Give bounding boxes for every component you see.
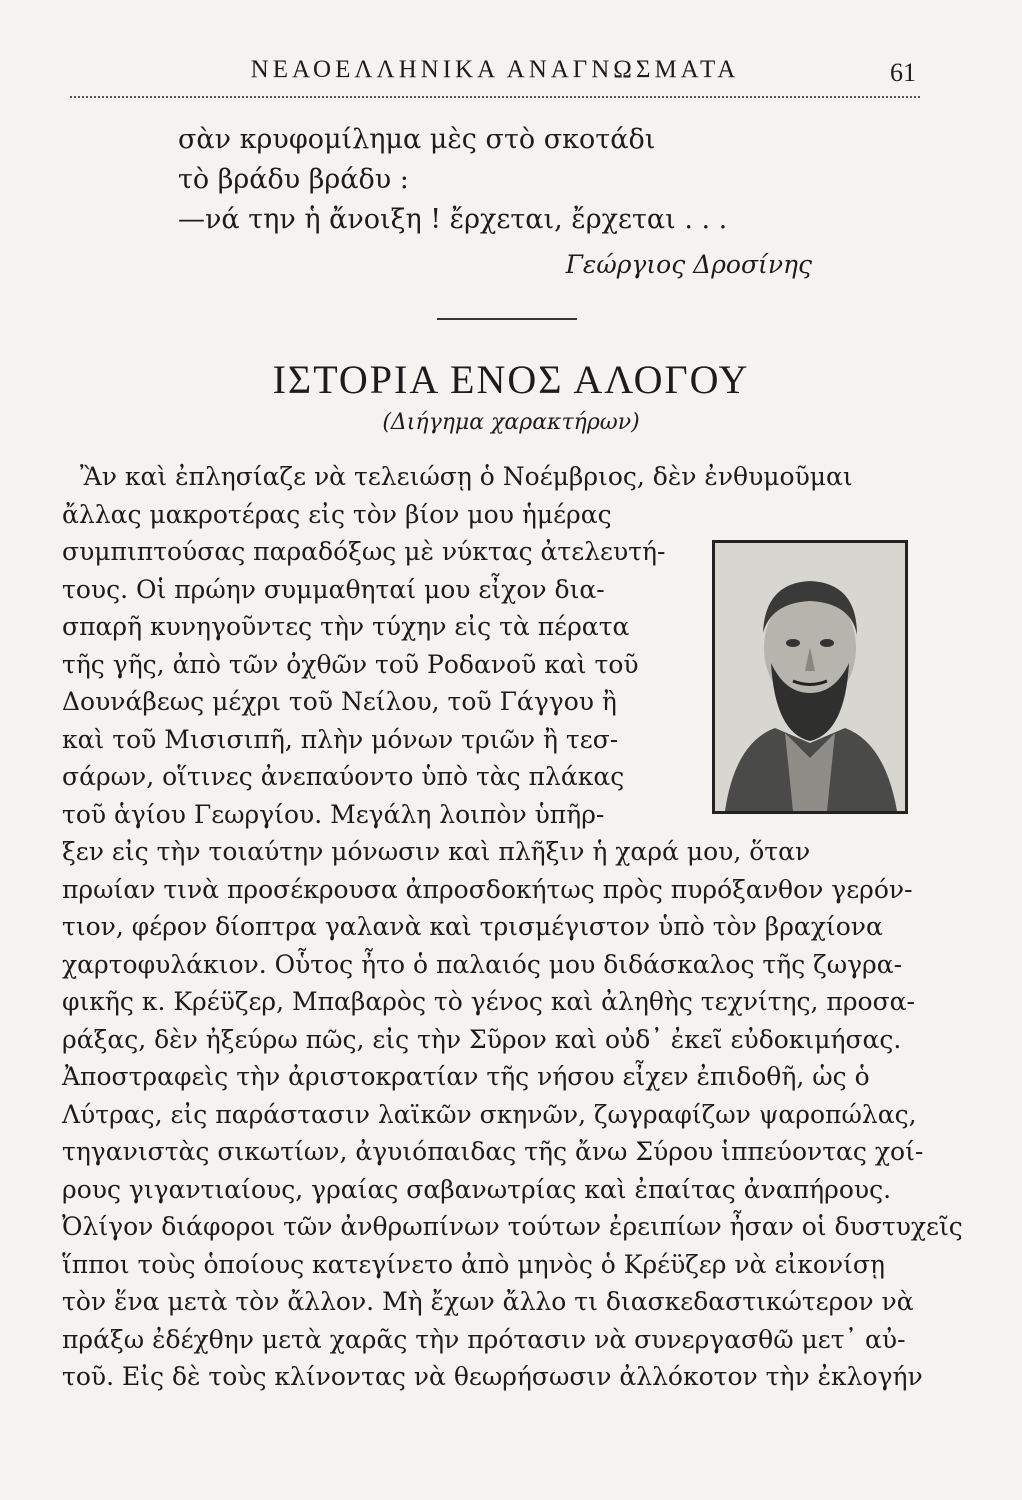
body-line: φικῆς κ. Κρέϋζερ, Μπαβαρὸς τὸ γένος καὶ ἀληθὴς τεχνίτης, προσα- [62,987,916,1016]
running-head-title: ΝΕΑΟΕΛΛΗΝΙΚΑ ΑΝΑΓΝΩΣΜΑΤΑ [250,56,740,83]
body-line: τιον, φέρον δίοπτρα γαλανὰ καὶ τρισμέγιστον ὑπὸ τὸν βραχίονα [62,912,883,941]
body-line: Ὀλίγον διάφοροι τῶν ἀνθρωπίνων τούτων ἐρειπίων ἦσαν οἱ δυστυχεῖς [62,1212,963,1241]
body-line: τοῦ ἁγίου Γεωργίου. Μεγάλη λοιπὸν ὑπῆρ- [62,799,605,829]
body-line: Λύτρας, εἰς παράστασιν λαϊκῶν σκηνῶν, ζωγραφίζων ψαροπώλας, [62,1099,917,1129]
author-portrait [712,540,908,814]
body-line: σπαρῆ κυνηγοῦντες τὴν τύχην εἰς τὰ πέρατα [62,612,630,641]
body-line: πράξω ἐδέχθην μετὰ χαρᾶς τὴν πρότασιν νὰ συνεργασθῶ μετ᾽ αὐ- [62,1324,906,1354]
running-head [70,52,920,98]
story-subtitle: (Διήγημα χαρακτήρων) [382,410,640,435]
story-title: ΙΣΤΟΡΙΑ ΕΝΟΣ ΑΛΟΓΟΥ [272,357,750,402]
poem-author: Γεώργιος Δροσίνης [565,250,812,279]
body-line: ξεν εἰς τὴν τοιαύτην μόνωσιν καὶ πλῆξιν ἡ χαρά μου, ὅταν [62,837,811,866]
body-line: τους. Οἱ πρώην συμμαθηταί μου εἶχον δια- [62,574,605,604]
poem-line: σὰν κρυφομίλημα μὲς στὸ σκοτάδι [178,124,656,155]
page-number: 61 [890,58,916,87]
body-line: ἵπποι τοὺς ὁποίους κατεγίνετο ἀπὸ μηνὸς ὁ Κρέϋζερ νὰ εἰκονίσῃ [62,1249,885,1279]
poem-line: τὸ βράδυ βράδυ : [178,164,409,195]
body-line: πρωίαν τινὰ προσέκρουσα ἀπροσδοκήτως πρὸς πυρόξανθον γερόν- [62,874,913,904]
body-line: Δουνάβεως μέχρι τοῦ Νείλου, τοῦ Γάγγου ἢ [62,687,617,716]
body-line: χαρτοφυλάκιον. Οὗτος ἦτο ὁ παλαιός μου διδάσκαλος τῆς ζωγρα- [62,949,903,979]
body-line: Ἂν καὶ ἐπλησίαζε νὰ τελειώσῃ ὁ Νοέμβριος, δὲν ἐνθυμοῦμαι [80,462,853,491]
section-divider [437,318,577,320]
body-line: συμπιπτούσας παραδόξως μὲ νύκτας ἀτελευτή- [62,537,666,566]
body-line: τὸν ἕνα μετὰ τὸν ἄλλον. Μὴ ἔχων ἄλλο τι διασκεδαστικώτερον νὰ [62,1287,914,1316]
poem-fragment [178,120,727,240]
body-line: τῆς γῆς, ἀπὸ τῶν ὀχθῶν τοῦ Ροδανοῦ καὶ τοῦ [62,649,639,679]
body-line: τηγανιστὰς σικωτίων, ἀγυιόπαιδας τῆς ἄνω Σύρου ἱππεύοντας χοί- [62,1137,924,1166]
poem-line: —νά την ἡ ἄνοιξη ! ἔρχεται, ἔρχεται . . . [178,204,728,235]
body-line: Ἀποστραφεὶς τὴν ἀριστοκρατίαν τῆς νήσου εἶχεν ἐπιδοθῆ, ὡς ὁ [62,1062,870,1091]
body-line: ἄλλας μακροτέρας εἰς τὸν βίον μου ἡμέρας [62,499,612,529]
body-line: καὶ τοῦ Μισισιπῆ, πλὴν μόνων τριῶν ἢ τεσ- [62,724,619,754]
body-line: τοῦ. Εἰς δὲ τοὺς κλίνοντας νὰ θεωρήσωσιν ἀλλόκοτον τὴν ἐκλογήν [62,1362,923,1391]
portrait-illustration [715,543,905,811]
body-line: ράξας, δὲν ἠξεύρω πῶς, εἰς τὴν Σῦρον καὶ οὐδ᾽ ἐκεῖ εὐδοκιμήσας. [62,1024,902,1054]
body-line: ρους γιγαντιαίους, γραίας σαβανωτρίας καὶ ἐπαίτας ἀναπήρους. [62,1174,892,1204]
body-line: σάρων, οἵτινες ἀνεπαύοντο ὑπὸ τὰς πλάκας [62,762,625,791]
